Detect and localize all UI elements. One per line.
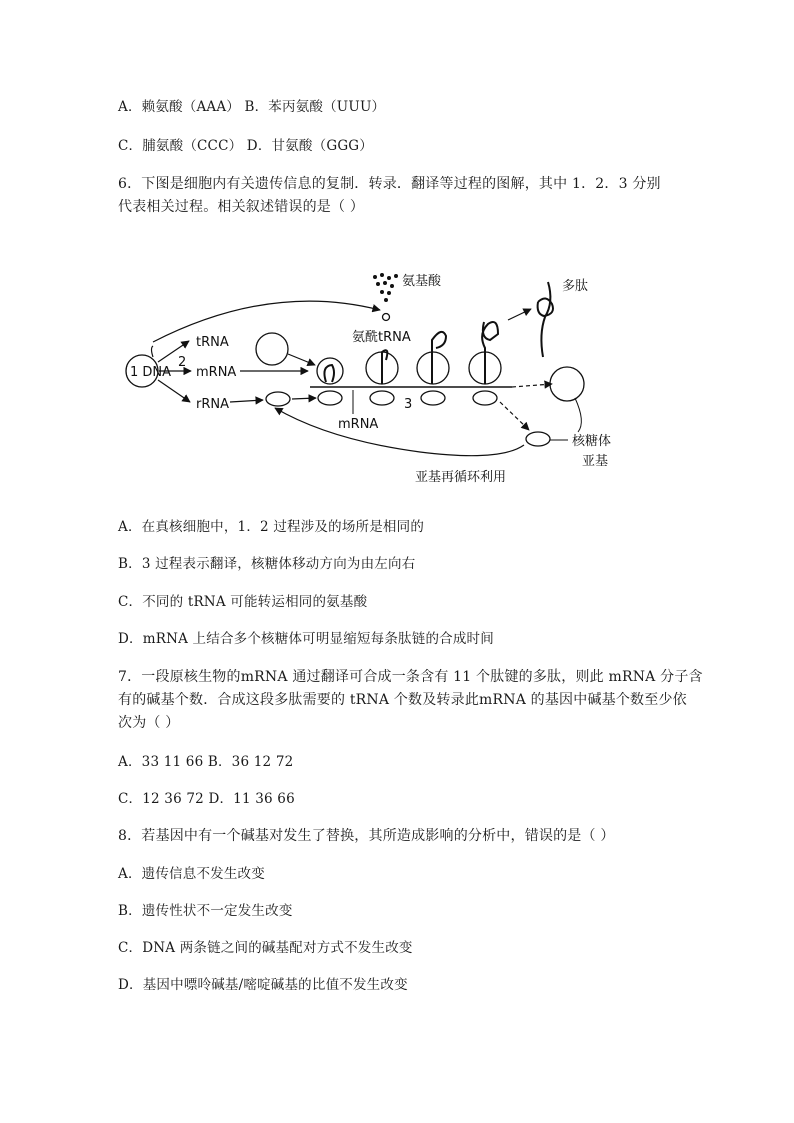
q6-option-a: A．在真核细胞中，1．2 过程涉及的场所是相同的 bbox=[118, 519, 425, 535]
label-aminoacyl-trna: 氨酰tRNA bbox=[352, 330, 411, 345]
label-mrna-left: mRNA bbox=[196, 365, 237, 380]
label-process-3: 3 bbox=[404, 397, 413, 412]
released-large-subunit-icon bbox=[550, 367, 584, 401]
q7-stem-line3: 次为（ ） bbox=[118, 715, 180, 731]
q6-stem-line2: 代表相关过程。相关叙述错误的是（ ） bbox=[118, 199, 365, 215]
q7-options-cd: C．12 36 72 D．11 36 66 bbox=[118, 791, 295, 807]
q7-options-ab: A．33 11 66 B．36 12 72 bbox=[118, 754, 294, 770]
q6-option-b: B．3 过程表示翻译，核糖体移动方向为由左向右 bbox=[118, 556, 416, 572]
q7-stem-line1: 7．一段原核生物的mRNA 通过翻译可合成一条含有 11 个肽键的多肽，则此 mRNA 分子含 bbox=[118, 669, 703, 685]
label-process-2: 2 bbox=[178, 355, 187, 370]
polypeptide-chain-icon bbox=[541, 282, 550, 357]
q5-options-ab: A．赖氨酸（AAA） B．苯丙氨酸（UUU） bbox=[118, 99, 386, 115]
ribosome-1-icon bbox=[317, 358, 343, 405]
q6-option-c: C．不同的 tRNA 可能转运相同的氨基酸 bbox=[118, 594, 368, 610]
label-mrna-bottom: mRNA bbox=[338, 417, 379, 432]
aminoacyl-trna-icon bbox=[383, 314, 390, 321]
ribosome-3-icon bbox=[417, 332, 449, 405]
q8-stem: 8．若基因中有一个碱基对发生了替换，其所造成影响的分析中，错误的是（ ） bbox=[118, 828, 615, 844]
q6-stem-line1: 6．下图是细胞内有关遗传信息的复制．转录．翻译等过程的图解，其中 1．2．3 分别 bbox=[118, 176, 661, 192]
q8-option-b: B．遗传性状不一定发生改变 bbox=[118, 903, 293, 919]
released-small-subunit-icon bbox=[526, 432, 550, 446]
q8-option-c: C．DNA 两条链之间的碱基配对方式不发生改变 bbox=[118, 940, 413, 956]
q8-option-a: A．遗传信息不发生改变 bbox=[118, 866, 265, 882]
ribosome-2-icon bbox=[366, 350, 398, 405]
label-subunit: 亚基 bbox=[582, 454, 609, 469]
label-dna: 1 DNA bbox=[130, 365, 172, 380]
q6-option-d: D．mRNA 上结合多个核糖体可明显缩短每条肽链的合成时间 bbox=[118, 631, 494, 647]
q7-stem-line2: 有的碱基个数．合成这段多肽需要的 tRNA 个数及转录此mRNA 的基因中碱基个数至少依 bbox=[118, 692, 687, 708]
label-ribosome: 核糖体 bbox=[572, 434, 612, 449]
label-polypeptide: 多肽 bbox=[562, 279, 589, 294]
q5-options-cd: C．脯氨酸（CCC） D．甘氨酸（GGG） bbox=[118, 138, 373, 154]
gene-expression-diagram bbox=[120, 262, 630, 492]
ribosome-4-icon bbox=[469, 322, 501, 405]
label-rrna: rRNA bbox=[196, 397, 229, 412]
amino-acid-dots-icon bbox=[373, 273, 398, 302]
label-subunit-recycle: 亚基再循环利用 bbox=[415, 470, 507, 485]
q8-option-d: D．基因中嘌呤碱基/嘧啶碱基的比值不发生改变 bbox=[118, 977, 408, 993]
label-trna: tRNA bbox=[196, 335, 229, 350]
label-amino-acid: 氨基酸 bbox=[402, 274, 442, 289]
